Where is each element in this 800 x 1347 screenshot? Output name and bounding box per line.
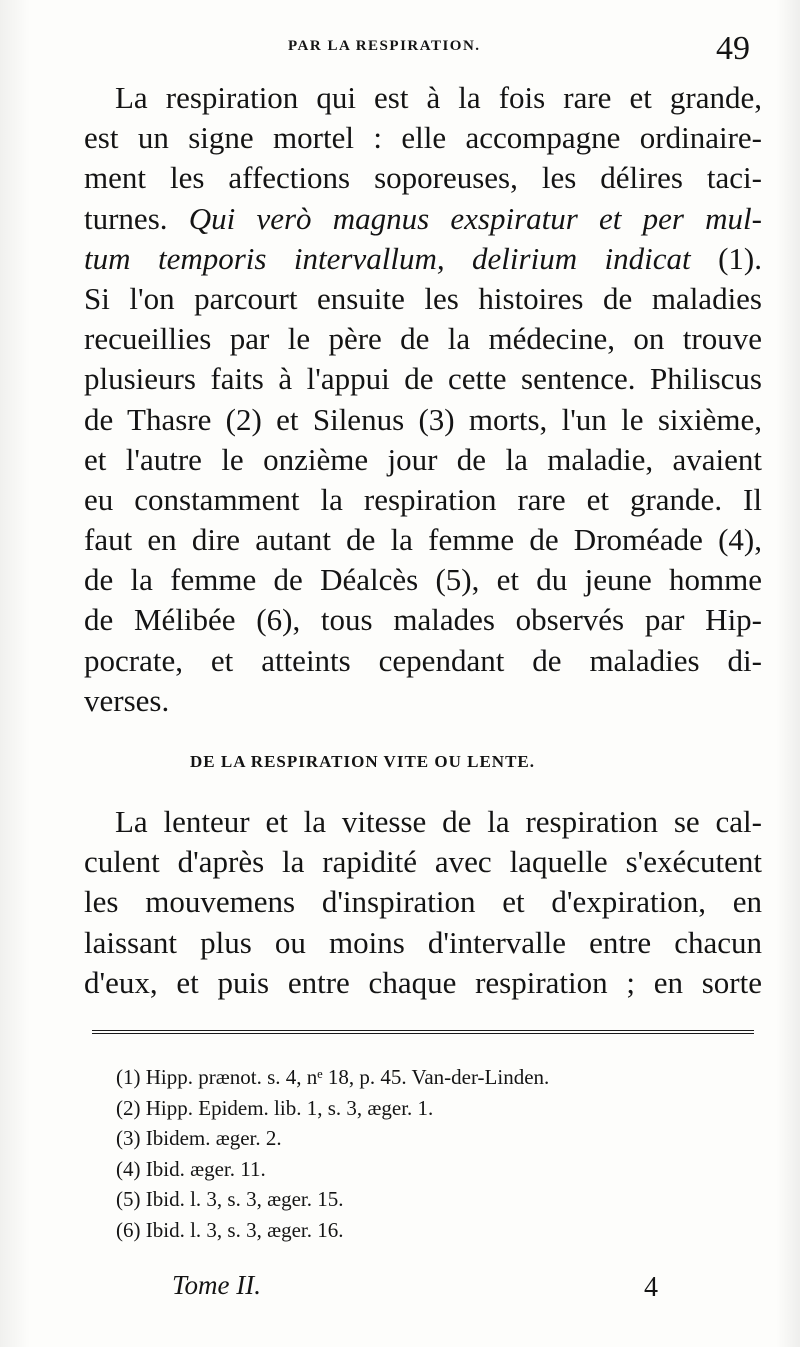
footnote: (4) Ibid. æger. 11. <box>116 1156 266 1181</box>
signature-line <box>0 1270 800 1310</box>
scan-edge-right <box>776 0 800 1347</box>
page-number: 49 <box>716 30 750 67</box>
text-line: Si l'on parcourt ensuite les histoires de maladies <box>84 280 762 316</box>
footnote: (3) Ibidem. æger. 2. <box>116 1126 282 1150</box>
footnote: (1) Hipp. prænot. s. 4, nᵉ 18, p. 45. Van-der-Linden. <box>116 1065 550 1089</box>
text-line: pocrate, et atteints cependant de maladies di- <box>84 642 762 678</box>
running-title: PAR LA RESPIRATION. <box>288 38 481 54</box>
text-line: recueillies par le père de la médecine, on trouve <box>84 321 762 357</box>
text-line: de Mélibée (6), tous malades observés par Hip- <box>84 602 762 638</box>
text-fragment: turnes. <box>84 200 168 236</box>
footnote: (5) Ibid. l. 3, s. 3, æger. 15. <box>116 1187 344 1211</box>
running-head <box>0 30 800 70</box>
text-line: est un signe mortel : elle accompagne ordinaire- <box>84 120 762 156</box>
text-line <box>84 239 762 279</box>
text-line: culent d'après la rapidité avec laquelle s'exécutent <box>84 844 762 880</box>
footnote: (2) Hipp. Epidem. lib. 1, s. 3, æger. 1. <box>116 1095 434 1120</box>
section-heading: DE LA RESPIRATION VITE OU LENTE. <box>190 752 536 771</box>
latin-quote: Qui verò magnus exspiratur et per mul- <box>188 200 762 236</box>
signature-mark: 4 <box>644 1272 658 1303</box>
text-line: faut en dire autant de la femme de Droméade (4), <box>84 522 762 558</box>
text-line: plusieurs faits à l'appui de cette sentence. Philiscus <box>84 361 762 397</box>
footnotes <box>116 1062 756 1245</box>
footnote-rule <box>92 1030 754 1034</box>
text-line <box>84 199 762 239</box>
text-line: eu constamment la respiration rare et grande. Il <box>84 481 762 517</box>
text-line: les mouvemens d'inspiration et d'expiration, en <box>84 884 762 920</box>
scan-edge-left <box>0 0 30 1347</box>
text-line: La respiration qui est à la fois rare et grande, <box>115 80 762 115</box>
text-line: La lenteur et la vitesse de la respiration se cal- <box>115 804 762 839</box>
text-line: de Thasre (2) et Silenus (3) morts, l'un le sixième, <box>84 401 762 437</box>
latin-quote: tum temporis intervallum, delirium indicat <box>84 240 691 276</box>
paragraph-respiration-rare <box>84 78 762 721</box>
text-line: de la femme de Déalcès (5), et du jeune homme <box>84 562 762 598</box>
volume-label: Tome II. <box>172 1270 262 1300</box>
text-line: d'eux, et puis entre chaque respiration ; en sorte <box>84 964 762 1000</box>
text-line: et l'autre le onzième jour de la maladie, avaient <box>84 441 762 477</box>
paragraph-respiration-speed <box>84 802 762 1003</box>
footnote-ref: (1). <box>718 240 762 276</box>
text-line: ment les affections soporeuses, les délires taci- <box>84 160 762 196</box>
text-line: laissant plus ou moins d'intervalle entre chacun <box>84 924 762 960</box>
footnote: (6) Ibid. l. 3, s. 3, æger. 16. <box>116 1217 344 1242</box>
text-line: verses. <box>84 682 170 718</box>
